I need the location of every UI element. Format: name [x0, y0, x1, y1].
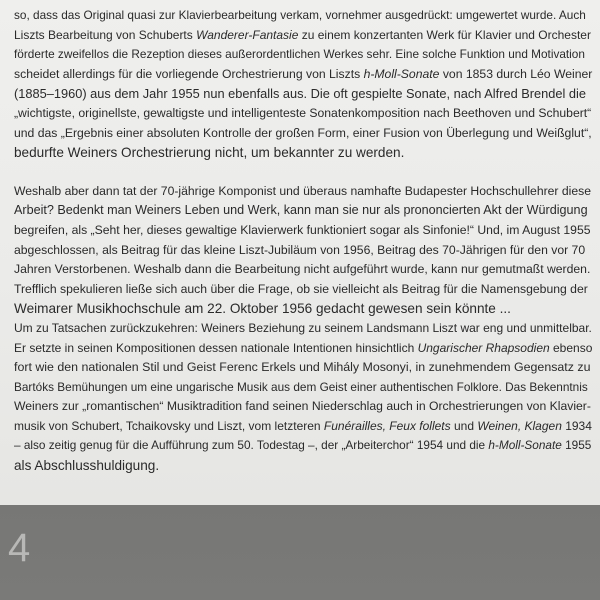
- text-line: [14, 299, 592, 319]
- text-line: [14, 221, 592, 241]
- text-segment: Bartóks Bemühungen um eine ungarische Musik aus dem Geist einer authentischen Folklore. Das Bekenntnis: [14, 379, 588, 394]
- text-line: [14, 358, 592, 378]
- text-segment: Trefflich spekulieren ließe sich auch über die Frage, ob sie vielleicht als Beitrag für die Namensgebung der: [14, 281, 588, 296]
- text-segment: ebenso: [549, 340, 593, 355]
- text-line: [14, 397, 592, 417]
- text-line: [14, 45, 592, 65]
- text-line: [14, 182, 592, 202]
- text-segment: – also zeitig genug für die Aufführung zum 50. Todestag –, der „Arbeiterchor“ 1954 und die: [14, 438, 489, 453]
- text-line: [14, 319, 592, 339]
- text-segment: Liszts Bearbeitung von Schuberts: [14, 27, 197, 42]
- text-segment: und das „Ergebnis einer absoluten Kontrolle der großen Form, einer Fusion von Überlegung und Weißglut“,: [14, 125, 592, 140]
- italic-title: Wanderer-Fantasie: [196, 27, 299, 42]
- italic-title: h-Moll-Sonate: [363, 66, 440, 81]
- page-number: 4: [8, 526, 31, 570]
- text-segment: Er setzte in seinen Kompositionen dessen nationale Intentionen hinsichtlich: [14, 340, 418, 355]
- italic-title: h-Moll-Sonate: [488, 438, 562, 453]
- text-line: [14, 143, 592, 163]
- text-segment: bedurfte Weiners Orchestrierung nicht, um bekannter zu werden.: [14, 145, 405, 161]
- body-text: [14, 6, 592, 476]
- text-line: [14, 6, 592, 26]
- text-segment: förderte zweifellos die Rezeption dieses außerordentlichen Werkes sehr. Eine solche Funktion und Motivation: [14, 47, 585, 62]
- text-line: [14, 241, 592, 261]
- text-line: [14, 260, 592, 280]
- text-segment: Weiners zur „romantischen“ Musiktradition fand seinen Niederschlag auch in Orchestrierungen von Klavier-: [14, 399, 591, 414]
- italic-title: Ungarischer Rhapsodien: [417, 340, 550, 355]
- text-line: [14, 456, 592, 476]
- text-segment: „wichtigste, originellste, gewaltigste und intelligenteste Sonatenkomposition nach Beethoven und Schubert“: [14, 105, 592, 120]
- text-line: [14, 417, 592, 437]
- text-segment: 1955: [561, 438, 592, 453]
- text-line: [14, 201, 592, 221]
- text-segment: und: [450, 418, 478, 433]
- paragraph-2: [14, 182, 592, 476]
- text-line: [14, 436, 592, 456]
- text-segment: abgeschlossen, als Beitrag für das kleine Liszt-Jubiläum von 1956, Beitrag des 70-Jährigen für den vor 70: [14, 242, 586, 257]
- paragraph-1: [14, 6, 592, 163]
- text-segment: als Abschlusshuldigung.: [14, 458, 160, 474]
- italic-title: Weinen, Klagen: [477, 418, 562, 433]
- text-line: [14, 280, 592, 300]
- text-line: [14, 378, 592, 398]
- text-segment: Arbeit? Bedenkt man Weiners Leben und Werk, kann man sie nur als prononcierten Akt der Würdigung: [14, 203, 588, 218]
- text-segment: Weshalb aber dann tat der 70-jährige Komponist und überaus namhafte Budapester Hochschullehrer diese: [14, 183, 592, 198]
- text-line: [14, 65, 592, 85]
- text-line: [14, 104, 592, 124]
- text-line: [14, 124, 592, 144]
- text-segment: so, dass das Original quasi zur Klavierbearbeitung verkam, vornehmer ausgedrückt: umgewertet wurde. Auch: [14, 8, 586, 22]
- text-segment: (1885–1960) aus dem Jahr 1955 nun ebenfalls aus. Die oft gespielte Sonate, nach Alfred Brendel die: [14, 86, 586, 102]
- text-segment: begreifen, als „Seht her, dieses gewaltige Klavierwerk funktioniert sogar als Sinfonie!“ Und, im August 1955: [14, 222, 591, 237]
- text-line: [14, 26, 592, 46]
- text-segment: Weimarer Musikhochschule am 22. Oktober 1956 gedacht gewesen sein könnte ...: [14, 301, 511, 317]
- text-segment: Um zu Tatsachen zurückzukehren: Weiners Beziehung zu seinem Landsmann Liszt war eng und unmittelbar.: [14, 320, 592, 335]
- text-segment: scheidet allerdings für die vorliegende Orchestrierung von Liszts: [14, 66, 364, 81]
- text-line: [14, 84, 592, 104]
- text-segment: musik von Schubert, Tchaikovsky und Liszt, vom letzteren: [14, 418, 324, 433]
- text-segment: fort wie den nationalen Stil und Geist Ferenc Erkels und Mihály Mosonyi, in zunehmendem Gegensatz zu: [14, 360, 591, 375]
- text-segment: Jahren Verstorbenen. Weshalb dann die Bearbeitung nicht aufgeführt wurde, kann nur gemutmaßt werden.: [14, 262, 591, 277]
- text-segment: von 1853 durch Léo Weiner: [439, 66, 593, 81]
- paragraph-gap: [14, 163, 592, 182]
- text-segment: zu einem konzertanten Werk für Klavier und Orchester: [298, 27, 591, 42]
- text-line: [14, 339, 592, 359]
- footer-band: [0, 505, 600, 600]
- italic-title: Funérailles, Feux follets: [323, 418, 451, 433]
- text-segment: 1934: [561, 418, 592, 433]
